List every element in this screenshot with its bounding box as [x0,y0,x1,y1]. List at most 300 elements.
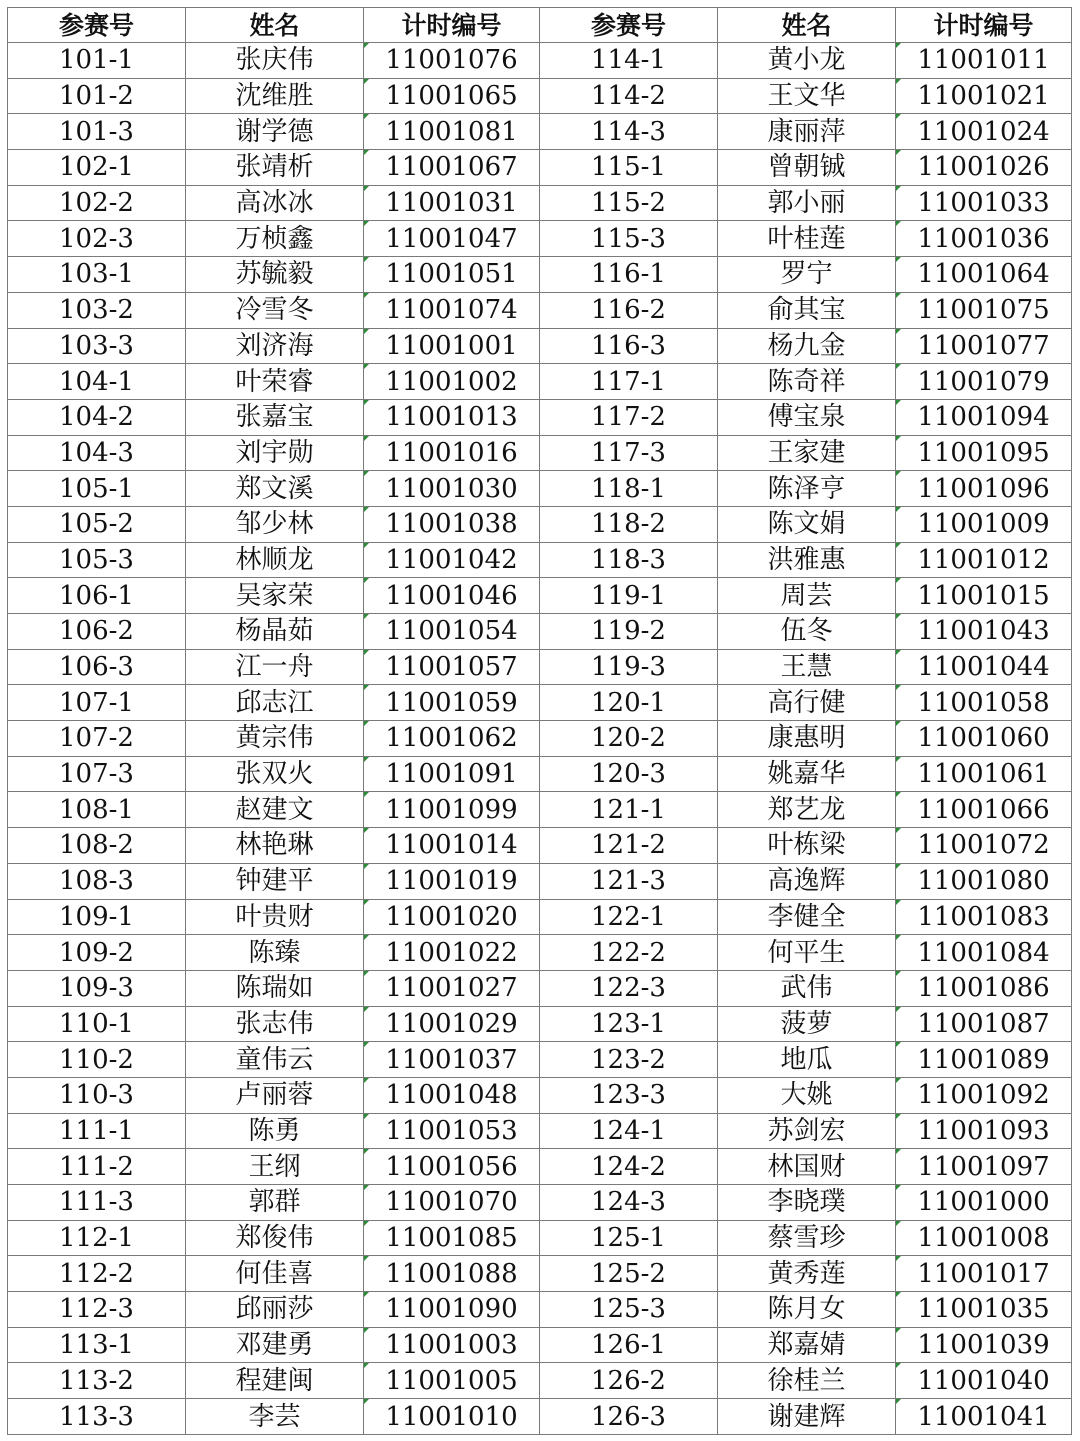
table-row [8,364,1072,400]
name-cell: 沈维胜 [186,78,364,114]
name-cell: 赵建文 [186,792,364,828]
timing-number-cell: 11001043 [896,614,1072,650]
bib-number-cell: 109-2 [8,935,186,971]
text-number-marker [896,543,901,548]
text-number-marker [896,1328,901,1333]
name-cell: 陈勇 [186,1113,364,1149]
text-number-marker [364,1256,369,1261]
header-name: 姓名 [186,8,364,43]
text-number-marker [364,935,369,940]
name-cell: 徐桂兰 [718,1363,896,1399]
name-cell: 杨九金 [718,328,896,364]
text-number-marker [896,721,901,726]
bib-number-cell: 105-1 [8,471,186,507]
name-cell: 李健全 [718,899,896,935]
bib-number-cell: 104-2 [8,399,186,435]
bib-number-cell: 107-2 [8,721,186,757]
name-cell: 康惠明 [718,721,896,757]
bib-number-cell: 120-3 [540,756,718,792]
text-number-marker [364,436,369,441]
text-number-marker [896,828,901,833]
text-number-marker [364,543,369,548]
bib-number-cell: 104-1 [8,364,186,400]
timing-number-cell: 11001091 [364,756,540,792]
bib-number-cell: 110-1 [8,1006,186,1042]
bib-number-cell: 112-1 [8,1220,186,1256]
table-row [8,1077,1072,1113]
text-number-marker [896,614,901,619]
bib-number-cell: 121-1 [540,792,718,828]
bib-number-cell: 123-1 [540,1006,718,1042]
table-row [8,43,1072,79]
timing-number-cell: 11001060 [896,721,1072,757]
text-number-marker [364,364,369,369]
name-cell: 傅宝泉 [718,399,896,435]
timing-number-cell: 11001057 [364,649,540,685]
timing-number-cell: 11001042 [364,542,540,578]
name-cell: 黄小龙 [718,43,896,79]
name-cell: 陈月女 [718,1292,896,1328]
name-cell: 刘济海 [186,328,364,364]
text-number-marker [896,221,901,226]
table-row [8,863,1072,899]
text-number-marker [364,221,369,226]
name-cell: 何平生 [718,935,896,971]
name-cell: 周芸 [718,578,896,614]
timing-number-cell: 11001061 [896,756,1072,792]
name-cell: 郭群 [186,1185,364,1221]
timing-number-cell: 11001036 [896,221,1072,257]
text-number-marker [896,43,901,48]
text-number-marker [896,150,901,155]
text-number-marker [364,150,369,155]
timing-number-cell: 11001008 [896,1220,1072,1256]
table-row [8,1292,1072,1328]
bib-number-cell: 123-3 [540,1077,718,1113]
timing-number-cell: 11001002 [364,364,540,400]
name-cell: 叶贵财 [186,899,364,935]
bib-number-cell: 102-3 [8,221,186,257]
bib-number-cell: 101-1 [8,43,186,79]
bib-number-cell: 125-3 [540,1292,718,1328]
timing-number-cell: 11001020 [364,899,540,935]
timing-number-cell: 11001009 [896,506,1072,542]
table-row [8,1256,1072,1292]
table-row [8,935,1072,971]
timing-number-cell: 11001097 [896,1149,1072,1185]
table-row [8,257,1072,293]
name-cell: 钟建平 [186,863,364,899]
table-row [8,792,1072,828]
text-number-marker [364,1078,369,1083]
timing-number-cell: 11001046 [364,578,540,614]
timing-number-cell: 11001005 [364,1363,540,1399]
bib-number-cell: 116-2 [540,292,718,328]
text-number-marker [896,1078,901,1083]
text-number-marker [896,1292,901,1297]
bib-number-cell: 103-2 [8,292,186,328]
bib-number-cell: 114-1 [540,43,718,79]
text-number-marker [364,1328,369,1333]
bib-number-cell: 114-3 [540,114,718,150]
name-cell: 林国财 [718,1149,896,1185]
bib-number-cell: 119-2 [540,614,718,650]
name-cell: 陈泽亨 [718,471,896,507]
timing-number-cell: 11001095 [896,435,1072,471]
bib-number-cell: 125-1 [540,1220,718,1256]
name-cell: 卢丽蓉 [186,1077,364,1113]
name-cell: 黄秀莲 [718,1256,896,1292]
timing-number-cell: 11001066 [896,792,1072,828]
timing-number-cell: 11001094 [896,399,1072,435]
bib-number-cell: 120-2 [540,721,718,757]
bib-number-cell: 108-3 [8,863,186,899]
text-number-marker [896,685,901,690]
table-row [8,1149,1072,1185]
text-number-marker [364,1149,369,1154]
timing-number-cell: 11001044 [896,649,1072,685]
text-number-marker [896,293,901,298]
timing-number-cell: 11001038 [364,506,540,542]
bib-number-cell: 105-2 [8,506,186,542]
timing-number-cell: 11001026 [896,150,1072,186]
text-number-marker [896,364,901,369]
table-row [8,506,1072,542]
table-row [8,1185,1072,1221]
timing-number-cell: 11001010 [364,1399,540,1435]
text-number-marker [364,792,369,797]
text-number-marker [364,1042,369,1047]
name-cell: 曾朝铖 [718,150,896,186]
text-number-marker [364,1185,369,1190]
name-cell: 李晓璞 [718,1185,896,1221]
name-cell: 江一舟 [186,649,364,685]
name-cell: 叶栋梁 [718,828,896,864]
timing-number-cell: 11001051 [364,257,540,293]
bib-number-cell: 114-2 [540,78,718,114]
table-row [8,471,1072,507]
text-number-marker [364,828,369,833]
name-cell: 冷雪冬 [186,292,364,328]
name-cell: 郭小丽 [718,185,896,221]
timing-number-cell: 11001090 [364,1292,540,1328]
name-cell: 万桢鑫 [186,221,364,257]
timing-number-cell: 11001029 [364,1006,540,1042]
timing-number-cell: 11001024 [896,114,1072,150]
text-number-marker [364,293,369,298]
text-number-marker [896,1007,901,1012]
text-number-marker [364,79,369,84]
timing-number-cell: 11001083 [896,899,1072,935]
text-number-marker [364,757,369,762]
text-number-marker [896,1149,901,1154]
timing-number-cell: 11001077 [896,328,1072,364]
timing-number-cell: 11001015 [896,578,1072,614]
bib-number-cell: 115-3 [540,221,718,257]
table-row [8,185,1072,221]
bib-number-cell: 102-1 [8,150,186,186]
text-number-marker [896,471,901,476]
bib-number-cell: 117-1 [540,364,718,400]
name-cell: 谢建辉 [718,1399,896,1435]
bib-number-cell: 123-2 [540,1042,718,1078]
bib-number-cell: 101-3 [8,114,186,150]
timing-number-cell: 11001096 [896,471,1072,507]
text-number-marker [364,257,369,262]
bib-number-cell: 112-3 [8,1292,186,1328]
name-cell: 林顺龙 [186,542,364,578]
bib-number-cell: 110-3 [8,1077,186,1113]
timing-number-cell: 11001013 [364,399,540,435]
timing-number-cell: 11001088 [364,1256,540,1292]
bib-number-cell: 113-3 [8,1399,186,1435]
timing-number-cell: 11001054 [364,614,540,650]
header-bib-number: 参赛号 [540,8,718,43]
bib-number-cell: 122-1 [540,899,718,935]
timing-number-cell: 11001040 [896,1363,1072,1399]
text-number-marker [364,685,369,690]
name-cell: 谢学德 [186,114,364,150]
text-number-marker [896,1042,901,1047]
table-row [8,292,1072,328]
name-cell: 洪雅惠 [718,542,896,578]
name-cell: 高逸辉 [718,863,896,899]
text-number-marker [896,1185,901,1190]
bib-number-cell: 124-2 [540,1149,718,1185]
name-cell: 吴家荣 [186,578,364,614]
table-row [8,1327,1072,1363]
timing-number-cell: 11001017 [896,1256,1072,1292]
bib-number-cell: 126-1 [540,1327,718,1363]
timing-number-cell: 11001081 [364,114,540,150]
timing-number-cell: 11001000 [896,1185,1072,1221]
bib-number-cell: 118-3 [540,542,718,578]
text-number-marker [364,43,369,48]
timing-number-cell: 11001089 [896,1042,1072,1078]
name-cell: 何佳喜 [186,1256,364,1292]
timing-number-cell: 11001012 [896,542,1072,578]
name-cell: 地瓜 [718,1042,896,1078]
timing-number-cell: 11001056 [364,1149,540,1185]
text-number-marker [364,1221,369,1226]
bib-number-cell: 120-1 [540,685,718,721]
bib-number-cell: 111-3 [8,1185,186,1221]
bib-number-cell: 102-2 [8,185,186,221]
bib-number-cell: 106-1 [8,578,186,614]
name-cell: 刘宇勋 [186,435,364,471]
table-row [8,721,1072,757]
table-row [8,578,1072,614]
bib-number-cell: 121-2 [540,828,718,864]
timing-number-cell: 11001030 [364,471,540,507]
table-row [8,649,1072,685]
timing-number-cell: 11001035 [896,1292,1072,1328]
text-number-marker [364,614,369,619]
bib-number-cell: 117-3 [540,435,718,471]
text-number-marker [896,971,901,976]
bib-number-cell: 119-3 [540,649,718,685]
text-number-marker [896,900,901,905]
name-cell: 蔡雪珍 [718,1220,896,1256]
name-cell: 张靖析 [186,150,364,186]
table-row [8,1042,1072,1078]
timing-number-cell: 11001047 [364,221,540,257]
name-cell: 王家建 [718,435,896,471]
text-number-marker [896,186,901,191]
name-cell: 郑嘉婧 [718,1327,896,1363]
timing-number-cell: 11001085 [364,1220,540,1256]
timing-number-cell: 11001041 [896,1399,1072,1435]
text-number-marker [896,1363,901,1368]
text-number-marker [364,1363,369,1368]
table-row [8,114,1072,150]
participant-timing-table [7,7,1072,1435]
text-number-marker [364,900,369,905]
bib-number-cell: 113-2 [8,1363,186,1399]
bib-number-cell: 122-3 [540,970,718,1006]
table-row [8,685,1072,721]
name-cell: 康丽萍 [718,114,896,150]
text-number-marker [364,864,369,869]
text-number-marker [896,578,901,583]
table-row [8,1363,1072,1399]
bib-number-cell: 107-3 [8,756,186,792]
text-number-marker [896,400,901,405]
header-name: 姓名 [718,8,896,43]
timing-number-cell: 11001014 [364,828,540,864]
timing-number-cell: 11001092 [896,1077,1072,1113]
text-number-marker [364,329,369,334]
text-number-marker [364,471,369,476]
text-number-marker [896,329,901,334]
timing-number-cell: 11001067 [364,150,540,186]
name-cell: 俞其宝 [718,292,896,328]
name-cell: 高行健 [718,685,896,721]
text-number-marker [896,436,901,441]
bib-number-cell: 126-3 [540,1399,718,1435]
name-cell: 王文华 [718,78,896,114]
bib-number-cell: 121-3 [540,863,718,899]
text-number-marker [896,650,901,655]
name-cell: 邱丽莎 [186,1292,364,1328]
table-row [8,1113,1072,1149]
text-number-marker [364,578,369,583]
name-cell: 叶荣睿 [186,364,364,400]
bib-number-cell: 103-3 [8,328,186,364]
timing-number-cell: 11001048 [364,1077,540,1113]
bib-number-cell: 108-2 [8,828,186,864]
table-row [8,78,1072,114]
text-number-marker [364,971,369,976]
text-number-marker [364,1292,369,1297]
timing-number-cell: 11001027 [364,970,540,1006]
header-bib-number: 参赛号 [8,8,186,43]
bib-number-cell: 111-1 [8,1113,186,1149]
name-cell: 王纲 [186,1149,364,1185]
name-cell: 高冰冰 [186,185,364,221]
text-number-marker [364,186,369,191]
name-cell: 陈奇祥 [718,364,896,400]
text-number-marker [896,757,901,762]
table-row [8,399,1072,435]
table-row [8,1399,1072,1435]
timing-number-cell: 11001031 [364,185,540,221]
name-cell: 李芸 [186,1399,364,1435]
timing-number-cell: 11001075 [896,292,1072,328]
bib-number-cell: 124-1 [540,1113,718,1149]
timing-number-cell: 11001074 [364,292,540,328]
table-row [8,828,1072,864]
table-row [8,542,1072,578]
text-number-marker [364,1114,369,1119]
bib-number-cell: 111-2 [8,1149,186,1185]
table-row [8,899,1072,935]
name-cell: 罗宁 [718,257,896,293]
timing-number-cell: 11001086 [896,970,1072,1006]
timing-number-cell: 11001011 [896,43,1072,79]
text-number-marker [364,721,369,726]
bib-number-cell: 105-3 [8,542,186,578]
name-cell: 苏剑宏 [718,1113,896,1149]
timing-number-cell: 11001058 [896,685,1072,721]
table-body [8,43,1072,1435]
text-number-marker [364,400,369,405]
timing-number-cell: 11001053 [364,1113,540,1149]
timing-number-cell: 11001076 [364,43,540,79]
text-number-marker [364,114,369,119]
text-number-marker [364,1007,369,1012]
text-number-marker [896,1256,901,1261]
bib-number-cell: 112-2 [8,1256,186,1292]
table-row [8,1006,1072,1042]
name-cell: 陈文娟 [718,506,896,542]
timing-number-cell: 11001070 [364,1185,540,1221]
text-number-marker [896,935,901,940]
name-cell: 邹少林 [186,506,364,542]
name-cell: 张志伟 [186,1006,364,1042]
bib-number-cell: 109-1 [8,899,186,935]
bib-number-cell: 113-1 [8,1327,186,1363]
table-row [8,221,1072,257]
table-row [8,756,1072,792]
name-cell: 邱志江 [186,685,364,721]
bib-number-cell: 101-2 [8,78,186,114]
name-cell: 张庆伟 [186,43,364,79]
name-cell: 大姚 [718,1077,896,1113]
name-cell: 邓建勇 [186,1327,364,1363]
timing-number-cell: 11001037 [364,1042,540,1078]
text-number-marker [896,257,901,262]
bib-number-cell: 106-3 [8,649,186,685]
timing-number-cell: 11001093 [896,1113,1072,1149]
header-timing-number: 计时编号 [896,8,1072,43]
name-cell: 苏毓毅 [186,257,364,293]
name-cell: 童伟云 [186,1042,364,1078]
name-cell: 杨晶茹 [186,614,364,650]
bib-number-cell: 115-1 [540,150,718,186]
timing-number-cell: 11001003 [364,1327,540,1363]
table-row [8,1220,1072,1256]
timing-number-cell: 11001033 [896,185,1072,221]
name-cell: 张嘉宝 [186,399,364,435]
timing-number-cell: 11001001 [364,328,540,364]
timing-number-cell: 11001062 [364,721,540,757]
bib-number-cell: 104-3 [8,435,186,471]
name-cell: 林艳琳 [186,828,364,864]
name-cell: 伍冬 [718,614,896,650]
timing-number-cell: 11001065 [364,78,540,114]
timing-number-cell: 11001084 [896,935,1072,971]
